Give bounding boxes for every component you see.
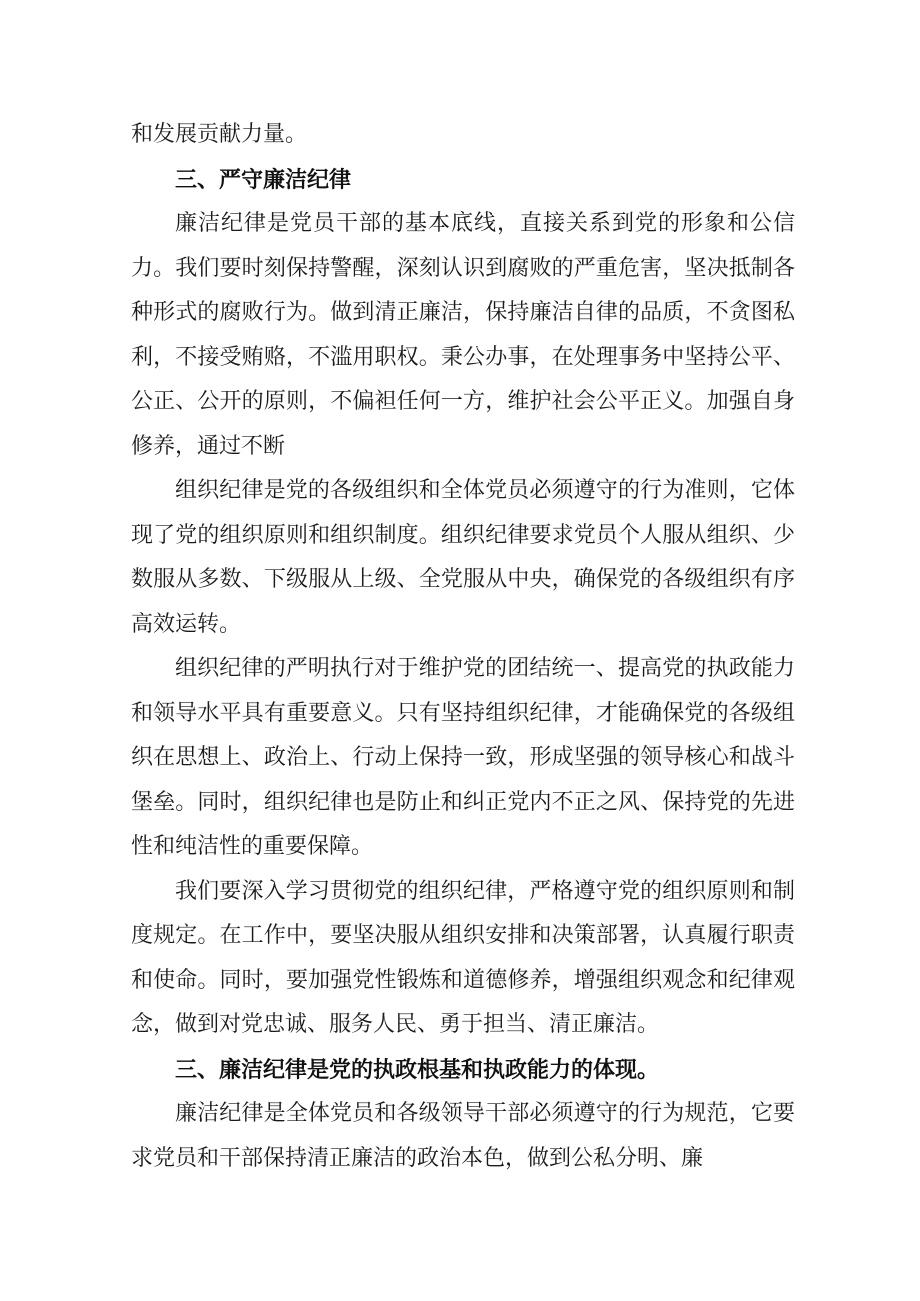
paragraph-integrity-baseline: 廉洁纪律是党员干部的基本底线，直接关系到党的形象和公信力。我们要时刻保持警醒，深刻认识到腐败的严重危害，坚决抵制各种形式的腐败行为。做到清正廉洁，保持廉洁自律的品质，不贪图私利，不接受贿赂，不滥用职权。秉公办事，在处理事务中坚持公平、公正、公开的原则，不偏袒任何一方，维护社会公平正义。加强自身修养，通过不断 xyxy=(131,211,795,459)
paragraph-integrity-norms: 廉洁纪律是全体党员和各级领导干部必须遵守的行为规范，它要求党员和干部保持清正廉洁的政治本色，做到公私分明、廉 xyxy=(131,1101,795,1171)
paragraph-study-and-implement: 我们要深入学习贯彻党的组织纪律，严格遵守党的组织原则和制度规定。在工作中，要坚决服从组织安排和决策部署，认真履行职责和使命。同时，要加强党性锻炼和道德修养，增强组织观念和纪律观念，做到对党忠诚、服务人民、勇于担当、清正廉洁。 xyxy=(131,878,795,1037)
section-heading-governance-foundation: 三、廉洁纪律是党的执政根基和执政能力的体现。 xyxy=(175,1056,660,1083)
section-heading-integrity-discipline: 三、严守廉洁纪律 xyxy=(175,166,352,193)
paragraph-continuation: 和发展贡献力量。 xyxy=(131,122,308,147)
paragraph-discipline-significance: 组织纪律的严明执行对于维护党的团结统一、提高党的执政能力和领导水平具有重要意义。只有坚持组织纪律，才能确保党的各级组织在思想上、政治上、行动上保持一致，形成坚强的领导核心和战斗堡垒。同时，组织纪律也是防止和纠正党内不正之风、保持党的先进性和纯洁性的重要保障。 xyxy=(131,656,795,859)
paragraph-organizational-discipline: 组织纪律是党的各级组织和全体党员必须遵守的行为准则，它体现了党的组织原则和组织制度。组织纪律要求党员个人服从组织、少数服从多数、下级服从上级、全党服从中央，确保党的各级组织有序高效运转。 xyxy=(131,478,795,637)
document-body xyxy=(131,113,795,1181)
